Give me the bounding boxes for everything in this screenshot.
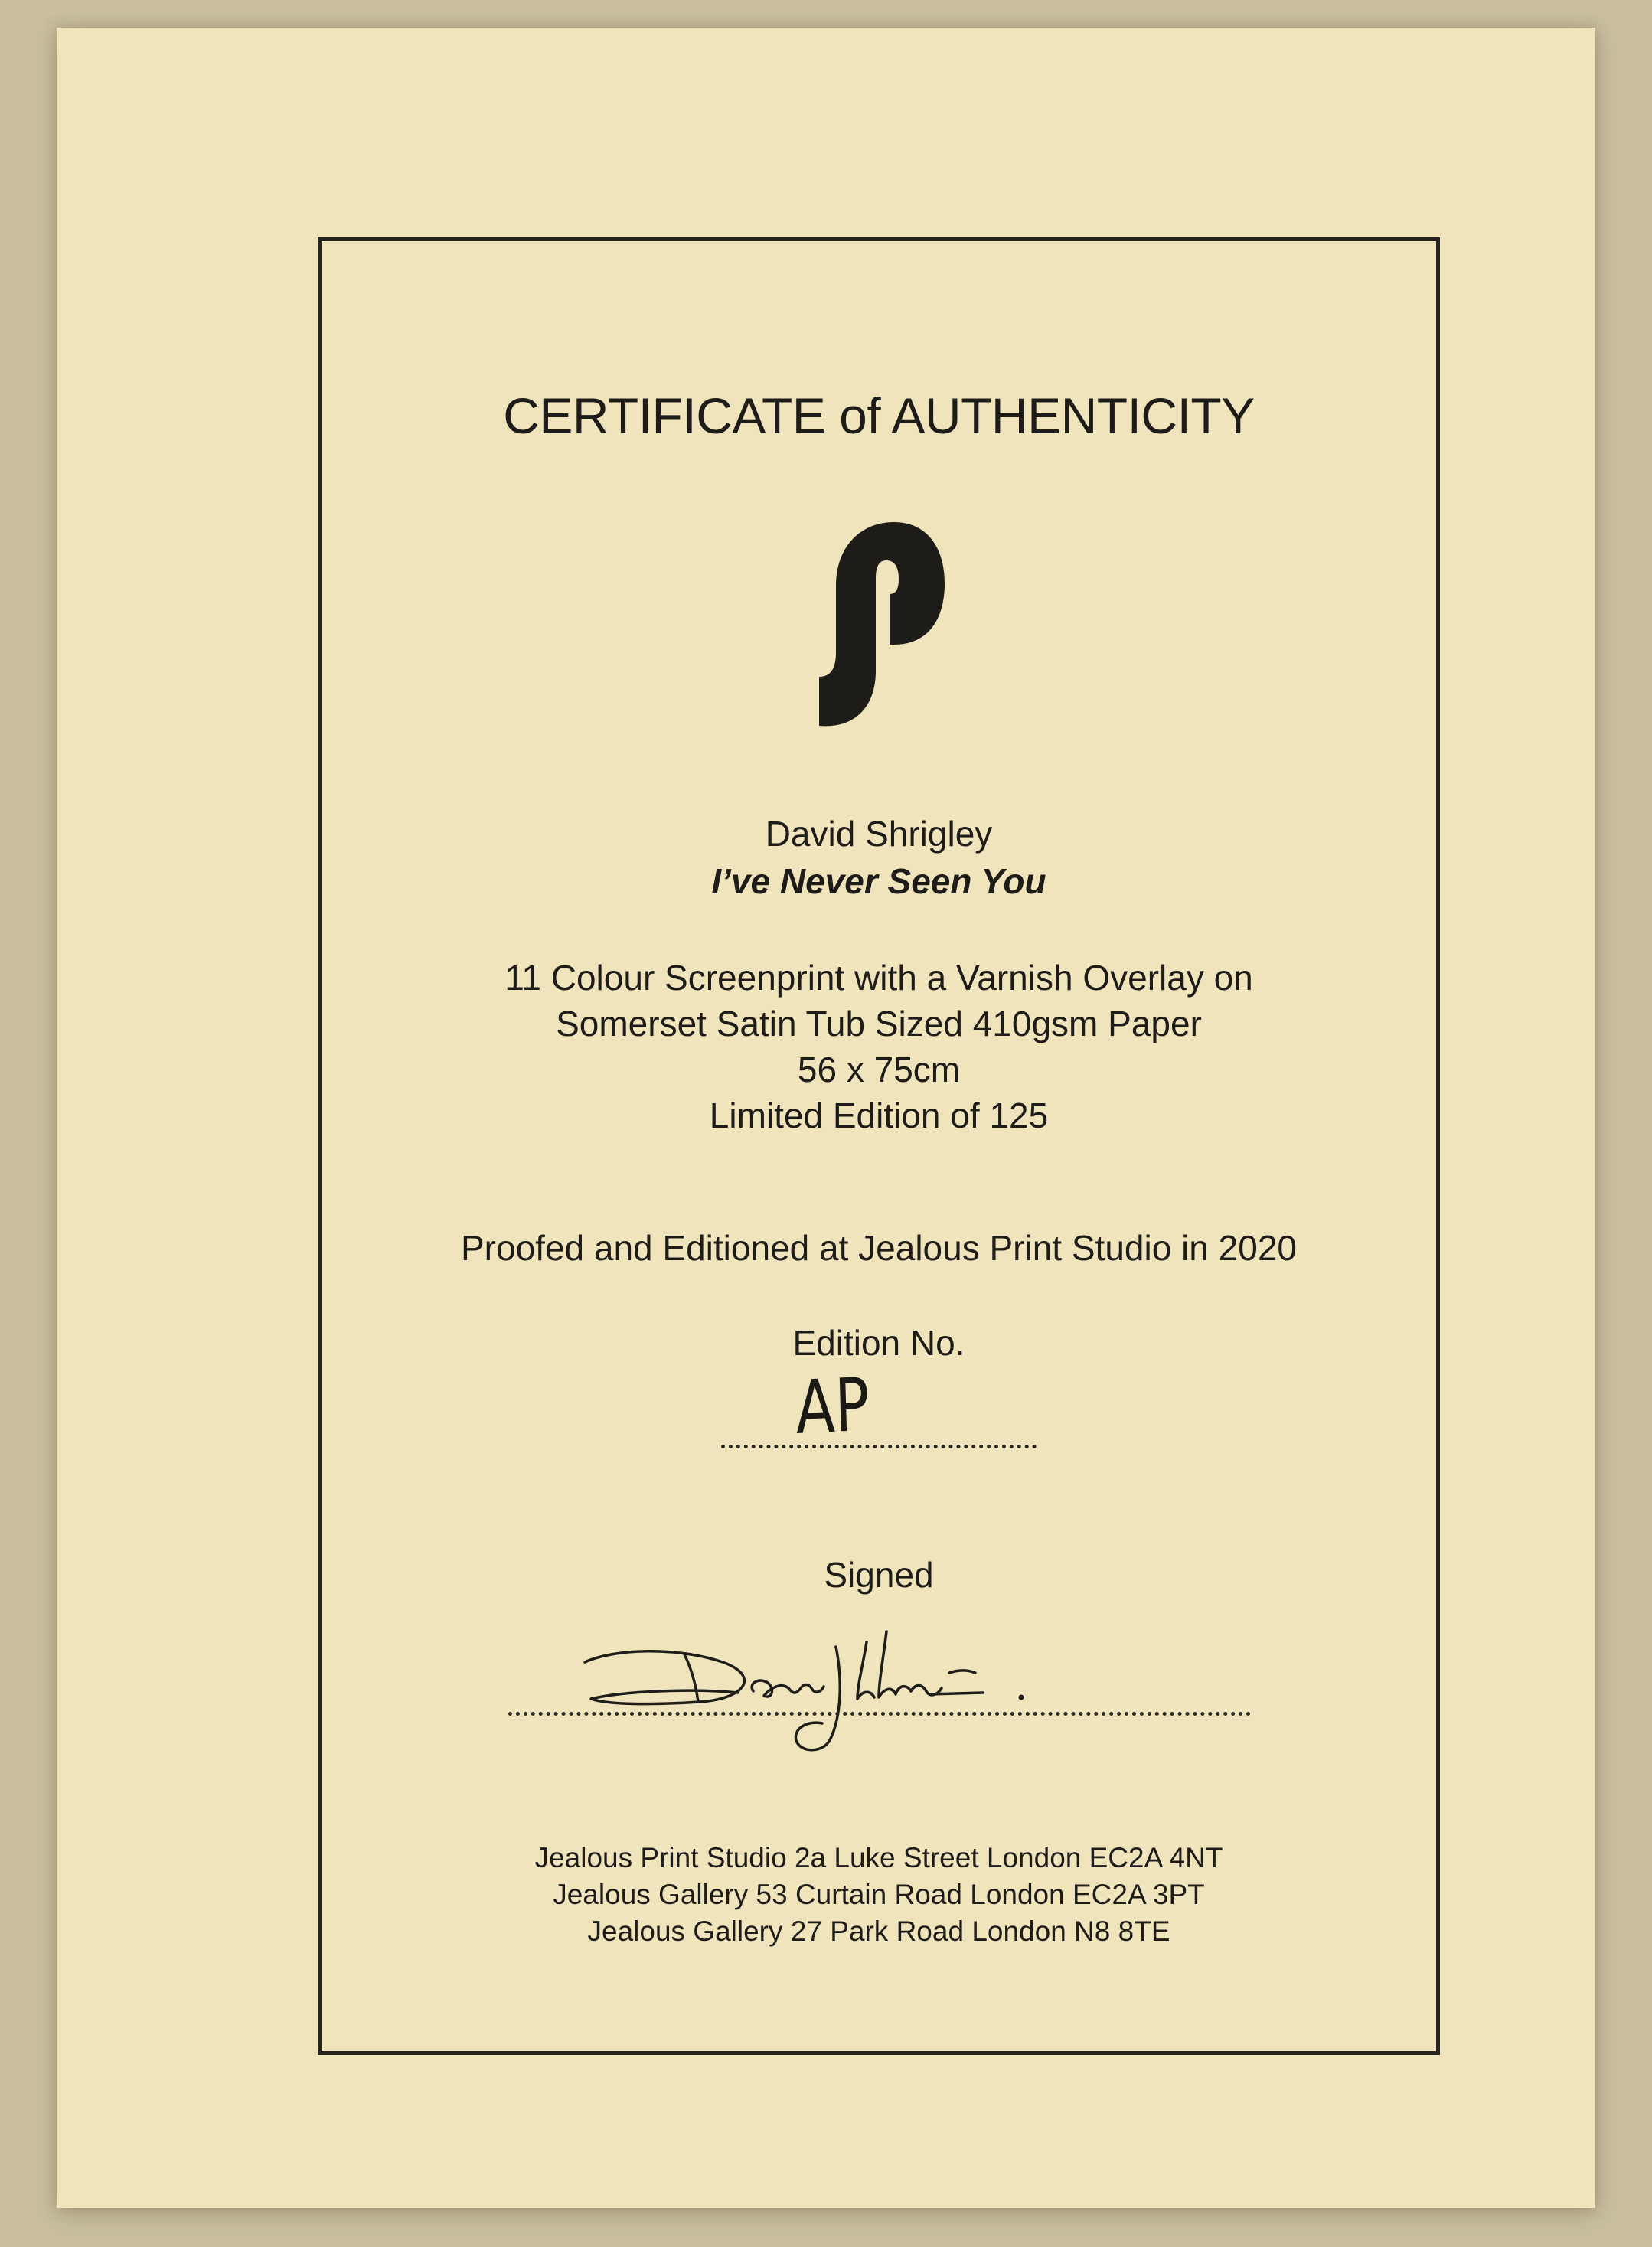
studio-addresses	[318, 1840, 1440, 1950]
artwork-details	[318, 955, 1440, 1138]
detail-line-paper: Somerset Satin Tub Sized 410gsm Paper	[556, 1004, 1202, 1043]
address-line-gallery-park-road: Jealous Gallery 27 Park Road London N8 8TE	[587, 1916, 1170, 1947]
detail-line-dimensions: 56 x 75cm	[797, 1050, 961, 1089]
edition-number-value: AP	[794, 1361, 871, 1451]
edition-dotted-line	[721, 1445, 1037, 1448]
detail-line-edition-size: Limited Edition of 125	[709, 1096, 1049, 1135]
detail-line-medium: 11 Colour Screenprint with a Varnish Overlay on	[504, 958, 1253, 998]
artist-name: David Shrigley	[765, 814, 993, 854]
signed-label: Signed	[824, 1555, 934, 1595]
signature-dotted-line	[508, 1712, 1251, 1716]
jealous-p-logo-icon	[799, 518, 948, 732]
certificate-border-frame	[318, 237, 1440, 2055]
artwork-title: I’ve Never Seen You	[711, 861, 1046, 901]
certificate-paper	[57, 28, 1595, 2208]
address-line-gallery-curtain-road: Jealous Gallery 53 Curtain Road London EC2A 3PT	[553, 1879, 1205, 1910]
certificate-title: CERTIFICATE of AUTHENTICITY	[503, 387, 1255, 444]
handwritten-signature	[570, 1608, 1182, 1762]
address-line-print-studio: Jealous Print Studio 2a Luke Street London EC2A 4NT	[534, 1842, 1223, 1873]
edition-number-label: Edition No.	[792, 1323, 965, 1363]
proofed-statement: Proofed and Editioned at Jealous Print Studio in 2020	[461, 1228, 1297, 1268]
